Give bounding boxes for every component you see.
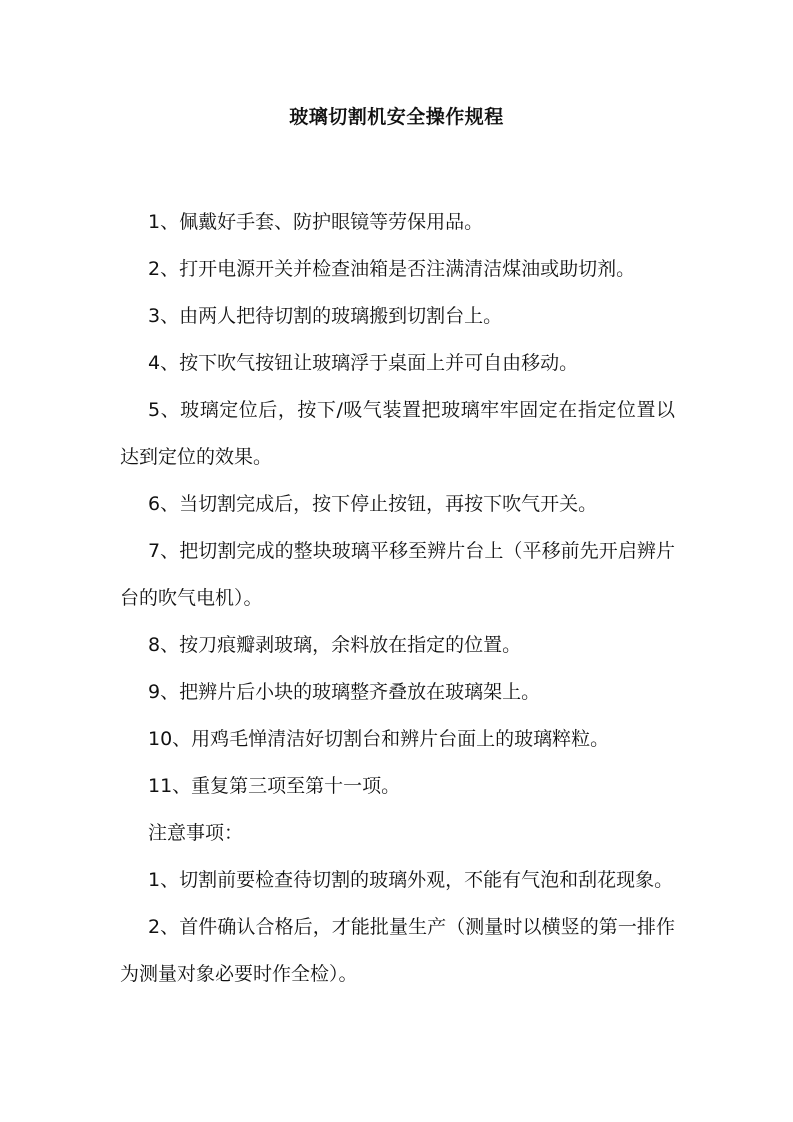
- paragraph: 1、切割前要检查待切割的玻璃外观，不能有气泡和刮花现象。: [148, 869, 674, 891]
- paragraph: 6、当切割完成后，按下停止按钮，再按下吹气开关。: [148, 493, 598, 515]
- paragraph: 9、把辨片后小块的玻璃整齐叠放在玻璃架上。: [148, 681, 541, 703]
- paragraph: 1、佩戴好手套、防护眼镜等劳保用品。: [148, 211, 484, 233]
- paragraph: 3、由两人把待切割的玻璃搬到切割台上。: [148, 305, 503, 327]
- paragraph: 10、用鸡毛惮清洁好切割台和辨片台面上的玻璃粹粒。: [148, 728, 610, 750]
- paragraph: 7、把切割完成的整块玻璃平移至辨片台上（平移前先开启辨片台的吹气电机）。: [120, 540, 675, 609]
- paragraph: 5、玻璃定位后，按下/吸气装置把玻璃牢牢固定在指定位置以达到定位的效果。: [120, 399, 675, 468]
- paragraph: 2、首件确认合格后，才能批量生产（测量时以横竖的第一排作为测量对象必要时作全检）。: [120, 916, 675, 985]
- paragraph: 4、按下吹气按钮让玻璃浮于桌面上并可自由移动。: [148, 352, 579, 374]
- notes-heading: 注意事项：: [148, 822, 244, 844]
- paragraph: 8、按刀痕瓣剥玻璃，余料放在指定的位置。: [148, 634, 522, 656]
- paragraph: 2、打开电源开关并检查油箱是否注满清洁煤油或助切剂。: [148, 258, 636, 280]
- paragraph: 11、重复第三项至第十一项。: [148, 775, 401, 797]
- document-title: 玻璃切割机安全操作规程: [289, 106, 504, 128]
- document-body: [120, 199, 675, 998]
